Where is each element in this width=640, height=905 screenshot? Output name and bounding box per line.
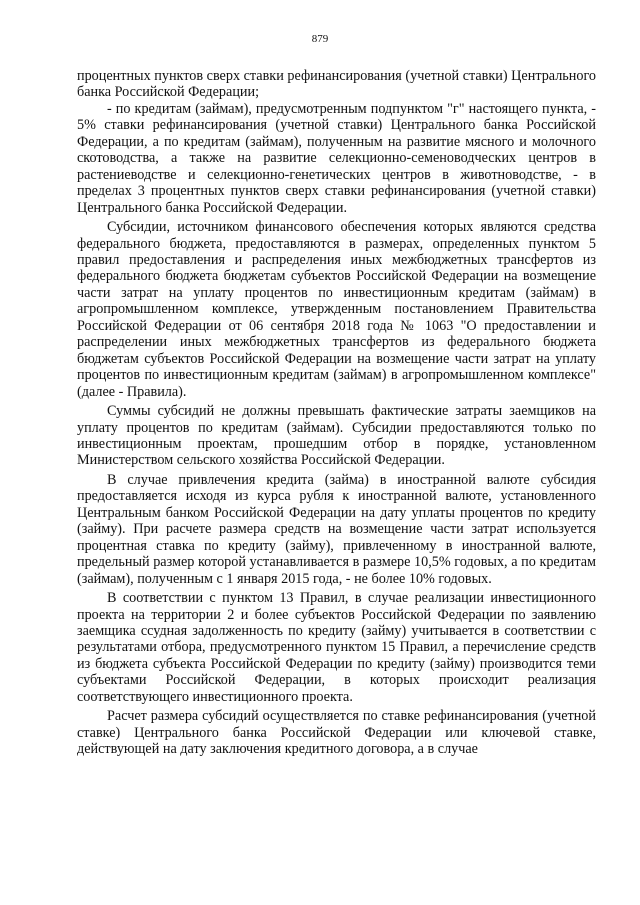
document-body (77, 68, 596, 758)
paragraph-subsidy-sizes: Субсидии, источником финансового обеспечения которых являются средства федерального бюджета, предоставляются в размерах, определенных пунктом 5 правил предоставления и распределения иных межбюджетных трансфертов из федерального бюджета бюджетам субъектов Российской Федерации на возмещение части затрат на уплату процентов по инвестиционным кредитам (займам) в агропромышленном комплексе, утвержденным постановлением Правительства Российской Федерации от 06 сентября 2018 года № 1063 "О предоставлении и распределении иных межбюджетных трансфертов из федерального бюджета бюджетам субъектов Российской Федерации на возмещение части затрат на уплату процентов по инвестиционным кредитам (займам) в агропромышленном комплексе" (далее - Правила). (77, 219, 596, 400)
paragraph-foreign-currency: В случае привлечения кредита (займа) в иностранной валюте субсидия предоставляется исходя из курса рубля к иностранной валюте, установленного Центральным банком Российской Федерации на дату уплаты процентов по кредиту (займу). При расчете размера средств на возмещение части затрат используется процентная ставка по кредиту (займу), привлеченному в иностранной валюте, предельный размер которой устанавливается в размере 10,5% годовых, а по кредитам (займам), полученным с 1 января 2015 года, - не более 10% годовых. (77, 471, 596, 587)
page-number: 879 (311, 33, 329, 45)
paragraph-list-item: - по кредитам (займам), предусмотренным подпунктом "г" настоящего пункта, - 5% ставки рефинансирования (учетной ставки) Центрального банка Российской Федерации, а по кредитам (займам), полученным на развитие мясного и молочного скотоводства, а также на развитие селекционно-семеноводческих центров в растениеводстве и селекционно-генетических центров в животноводстве, - в пределах 3 процентных пунктов сверх ставки рефинансирования (учетной ставки) Центрального банка Российской Федерации. (77, 100, 596, 216)
paragraph-calculation: Расчет размера субсидий осуществляется по ставке рефинансирования (учетной ставке) Центрального банка Российской Федерации или ключевой ставке, действующей на дату заключения кредитного договора, а в случае (77, 708, 596, 758)
paragraph-multiregion-projects: В соответствии с пунктом 13 Правил, в случае реализации инвестиционного проекта на территории 2 и более субъектов Российской Федерации по заявлению заемщика ссудная задолженность по кредиту (займу) учитывается в соответствии с результатами отбора, предусмотренного пунктом 15 Правил, а перечисление средств из бюджета субъекта Российской Федерации по кредиту (займу) производится теми субъектами Российской Федерации, в которых происходит реализация соответствующего инвестиционного проекта. (77, 590, 596, 705)
paragraph-subsidy-limits: Суммы субсидий не должны превышать фактические затраты заемщиков на уплату процентов по кредитам (займам). Субсидии предоставляются только по инвестиционным проектам, прошедшим отбор в порядке, установленном Министерством сельского хозяйства Российской Федерации. (77, 403, 596, 469)
paragraph-continuation: процентных пунктов сверх ставки рефинансирования (учетной ставки) Центрального банка Российской Федерации; (77, 68, 596, 101)
